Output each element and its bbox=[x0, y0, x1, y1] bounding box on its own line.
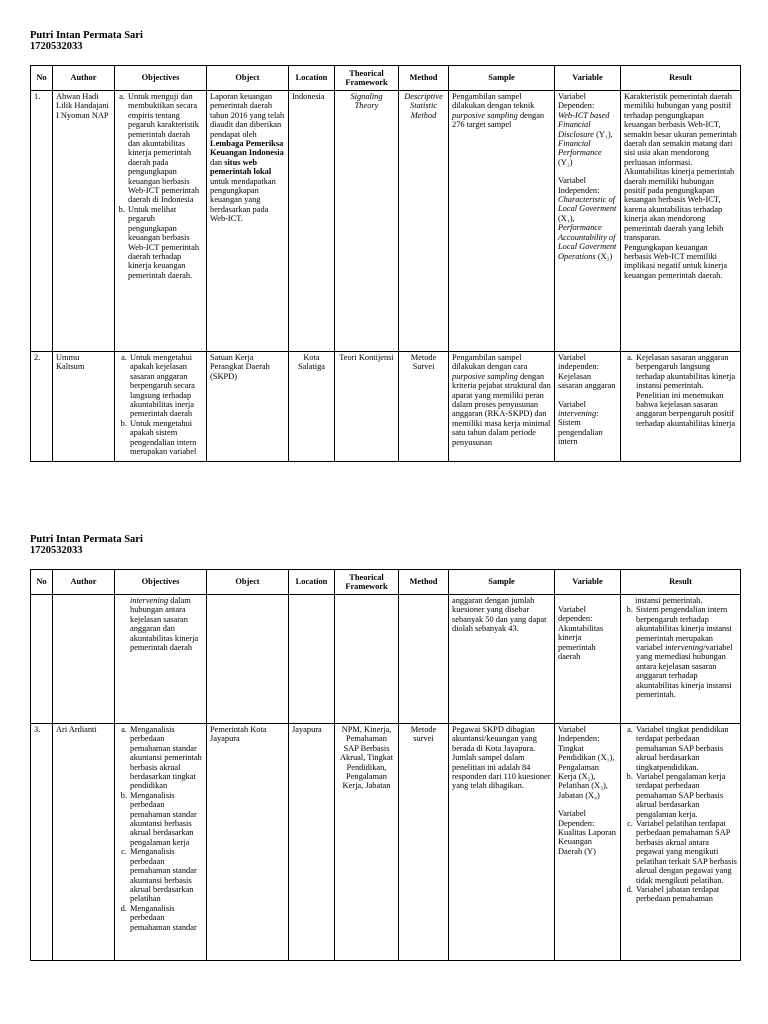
cell-author: Ari Ardianti bbox=[53, 724, 115, 961]
objective-item: b. Untuk melihat pegaruh pengungkapan keuangan berbasis Web-ICT pemerintah daerah terhadap kinerja keuangan pemerintah daerah. bbox=[127, 205, 203, 280]
cell-no: 3. bbox=[31, 724, 53, 961]
cell-variable: Variabel Independen: Tingkat Pendidikan (X₁), Pengalaman Kerja (X₂), Pelatihan (X₃), Jabatan (X₄) Variabel Dependen: Kualitas Laporan Keuangan Daerah (Y) bbox=[555, 724, 621, 961]
cell-object: Pemerintah Kota Jayapura bbox=[207, 724, 289, 961]
col-header-no: No bbox=[31, 66, 53, 91]
result-item: c. Variabel pelatihan terdapat perbedaan pemahaman SAP berbasis akrual antara pegawai yang mengikuti pelatihan terkait SAP berbasis akrual dengan pegawai yang tidak mengikuti pelatihan. bbox=[635, 819, 737, 885]
cell-framework: NPM, Kinerja, Pemahaman SAP Berbasis Akrual, Tingkat Pendidikan, Pengalaman Kerja, Jabatan bbox=[335, 724, 399, 961]
result-item: d. Variabel jabatan terdapat perbedaan pemahaman bbox=[635, 885, 737, 904]
table-row bbox=[31, 724, 741, 961]
col-header-variable: Variable bbox=[555, 570, 621, 595]
cell-result: instansi pemerintah. b. Sistem pengendalian intern berpengaruh terhadap akuntabilitas kinerja instansi pemerintah merupakan variabel intervening/variabel yang memediasi hubungan antara kejelasan sasaran anggaran terhadap akuntabilitas kinerja instansi pemerintah. bbox=[621, 595, 741, 724]
cell-framework: Signaling Theory bbox=[335, 91, 399, 352]
cell-location: Jayapura bbox=[289, 724, 335, 961]
col-header-variable: Variable bbox=[555, 66, 621, 91]
objective-item: a. Untuk menguji dan membuktikan secara empiris tentang pegaruh karakteristik pemerintah daerah dan akuntabilitas kinerja pemerintah daerah pada pengungkapan keuangan berbasis Web-ICT pemerintah daerah di Indonesia bbox=[127, 92, 203, 205]
cell-sample: anggaran dengan jumlah kuesioner yang disebar sebanyak 50 dan yang dapat diolah sebanyak 43. bbox=[449, 595, 555, 724]
cell-no: 2. bbox=[31, 352, 53, 462]
cell-location: Indonesia bbox=[289, 91, 335, 352]
cell-method: Descriptive Statistic Method bbox=[399, 91, 449, 352]
table-row bbox=[31, 352, 741, 462]
page-1 bbox=[30, 30, 740, 462]
col-header-result: Result bbox=[621, 570, 741, 595]
objective-item: a. Menganalisis perbedaan pemahaman standar akuntansi pemerintah berbasis akrual berdasarkan tingkat pendidikan bbox=[129, 725, 203, 791]
col-header-method: Method bbox=[399, 570, 449, 595]
col-header-location: Location bbox=[289, 66, 335, 91]
col-header-framework: Theorical Framework bbox=[335, 570, 399, 595]
col-header-method: Method bbox=[399, 66, 449, 91]
table-row bbox=[31, 91, 741, 352]
cell-author: Ummu Kaltsum bbox=[53, 352, 115, 462]
objective-item: a. Untuk mengetahui apakah kejelasan sasaran anggaran berpengaruh secara langsung terhadap akuntabilitas inerja pemerintah daerah bbox=[129, 353, 203, 419]
result-item: b. Sistem pengendalian intern berpengaruh terhadap akuntabilitas kinerja instansi pemerintah merupakan variabel intervening/variabel yang memediasi hubungan antara kejelasan sasaran anggaran terhadap akuntabilitas kinerja instansi pemerintah. bbox=[635, 605, 737, 699]
objective-item: d. Menganalisis perbedaan pemahaman standar bbox=[129, 904, 203, 932]
col-header-author: Author bbox=[53, 66, 115, 91]
literature-review-table-continued bbox=[30, 569, 741, 961]
col-header-result: Result bbox=[621, 66, 741, 91]
col-header-no: No bbox=[31, 570, 53, 595]
cell-objectives bbox=[115, 91, 207, 352]
cell-author: Ahwan Hadi Lilik Handajani I Nyoman NAP bbox=[53, 91, 115, 352]
table-row bbox=[31, 595, 741, 724]
result-item: a. Kejelasan sasaran anggaran berpengaruh langsung terhadap akuntabilitas kinerja instansi pemerintah. Penelitian ini menemukan bahwa kejelasan sasaran anggaran berpengaruh positif terhadap akuntabilitas kinerja bbox=[635, 353, 737, 428]
author-name: Putri Intan Permata Sari bbox=[30, 534, 143, 545]
cell-object: Laporan keuangan pemerintah daerah tahun 2016 yang telah diaudit dan diberikan pendapat oleh Lembaga Pemeriksa Keuangan Indonesia dan situs web pemerintah lokal untuk mendapatkan pengungkapan keuangan yang berdasarkan pada Web-ICT. bbox=[207, 91, 289, 352]
cell-objectives bbox=[115, 352, 207, 462]
col-header-sample: Sample bbox=[449, 66, 555, 91]
result-item: a. Variabel tingkat pendidikan terdapat perbedaan pemahaman SAP berbasis akrual berdasarkan tingkatpendidikan. bbox=[635, 725, 737, 772]
col-header-framework: Theorical Framework bbox=[335, 66, 399, 91]
cell-no: 1. bbox=[31, 91, 53, 352]
table-header-row bbox=[31, 570, 741, 595]
objective-item: b. Menganalisis perbedaan pemahaman standar akuntansi berbasis akrual berdasarkan pengalaman kerja bbox=[129, 791, 203, 847]
cell-location: Kota Salatiga bbox=[289, 352, 335, 462]
cell-object: Satuan Kerja Perangkat Daerah (SKPD) bbox=[207, 352, 289, 462]
cell-objectives bbox=[115, 724, 207, 961]
cell-sample: Pengambilan sampel dilakukan dengan teknik purposive sampling dengan 276 target sampel bbox=[449, 91, 555, 352]
cell-result bbox=[621, 724, 741, 961]
cell-result: Karakteristik pemerintah daerah memiliki hubungan yang positif terhadap pengungkapan keuangan berbasis Web-ICT, semakin besar ukuran pemerintah daerah dan semakin matang dari sisi usia akan mendorong perluasan informasi. Akuntabilitas kinerja pemerintah daerah memiliki hubungan positif pada pengungkapan keuangan berbasis Web-ICT, karena akuntabilitas terhadap kinerja akan mendorong pemerintah daerah yang lebih transparan. Pengungkapan keuangan berbasis Web-ICT memiliki implikasi negatif untuk kinerja keuangan pemerintah daerah. bbox=[621, 91, 741, 352]
page-2 bbox=[30, 534, 740, 961]
result-item: b. Variabel pengalaman kerja terdapat perbedaan pemahaman SAP berbasis akrual berdasarkan pengalaman kerja. bbox=[635, 772, 737, 819]
cell-objectives: intervening dalam hubungan antara kejelasan sasaran anggaran dan akuntabilitas kinerja pemerintah daerah bbox=[115, 595, 207, 724]
col-header-objectives: Objectives bbox=[115, 66, 207, 91]
student-id: 1720532033 bbox=[30, 545, 83, 556]
author-name: Putri Intan Permata Sari bbox=[30, 30, 143, 41]
table-header-row bbox=[31, 66, 741, 91]
cell-sample: Pengambilan sampel dilakukan dengan cara purposive sampling dengan kriteria pejabat struktural dan aparat yang memiliki peran dalam proses penyusunan anggaran (RKA-SKPD) dan memiliki masa kerja minimal satu tahun dalam periode penyusunan bbox=[449, 352, 555, 462]
objective-item: b. Untuk mengetahui apakah sistem pengendalian intern merupakan variabel bbox=[129, 419, 203, 457]
cell-variable: Variabel Dependen: Web-ICT based Financial Disclosure (Y₁), Financial Performance (Y₂) Variabel Independen: Characteristic of Local Goverment (X₁), Performance Accountability of Local Goverment Operations (X₂) bbox=[555, 91, 621, 352]
col-header-object: Object bbox=[207, 66, 289, 91]
literature-review-table bbox=[30, 65, 741, 462]
cell-sample: Pegawai SKPD dibagian akuntansi/keuangan yang berada di Kota Jayapura. Jumlah sampel dalam penelitian ini adalah 84 responden dari 110 kuesioner yang telah dibagikan. bbox=[449, 724, 555, 961]
objective-item: c. Menganalisis perbedaan pemahaman standar akuntansi berbasis akrual berdasarkan pelatihan bbox=[129, 847, 203, 903]
cell-method: Metode Survei bbox=[399, 352, 449, 462]
cell-result bbox=[621, 352, 741, 462]
col-header-objectives: Objectives bbox=[115, 570, 207, 595]
col-header-location: Location bbox=[289, 570, 335, 595]
cell-variable: Variabel independen: Kejelasan sasaran anggaran Variabel intervening: Sistem pengendalian intern bbox=[555, 352, 621, 462]
col-header-sample: Sample bbox=[449, 570, 555, 595]
col-header-author: Author bbox=[53, 570, 115, 595]
student-id: 1720532033 bbox=[30, 41, 83, 52]
col-header-object: Object bbox=[207, 570, 289, 595]
cell-method: Metode survei bbox=[399, 724, 449, 961]
cell-framework: Teori Kontijensi bbox=[335, 352, 399, 462]
cell-variable: Variabel dependen: Akuntabilitas kinerja pemerintah daerah bbox=[555, 595, 621, 724]
